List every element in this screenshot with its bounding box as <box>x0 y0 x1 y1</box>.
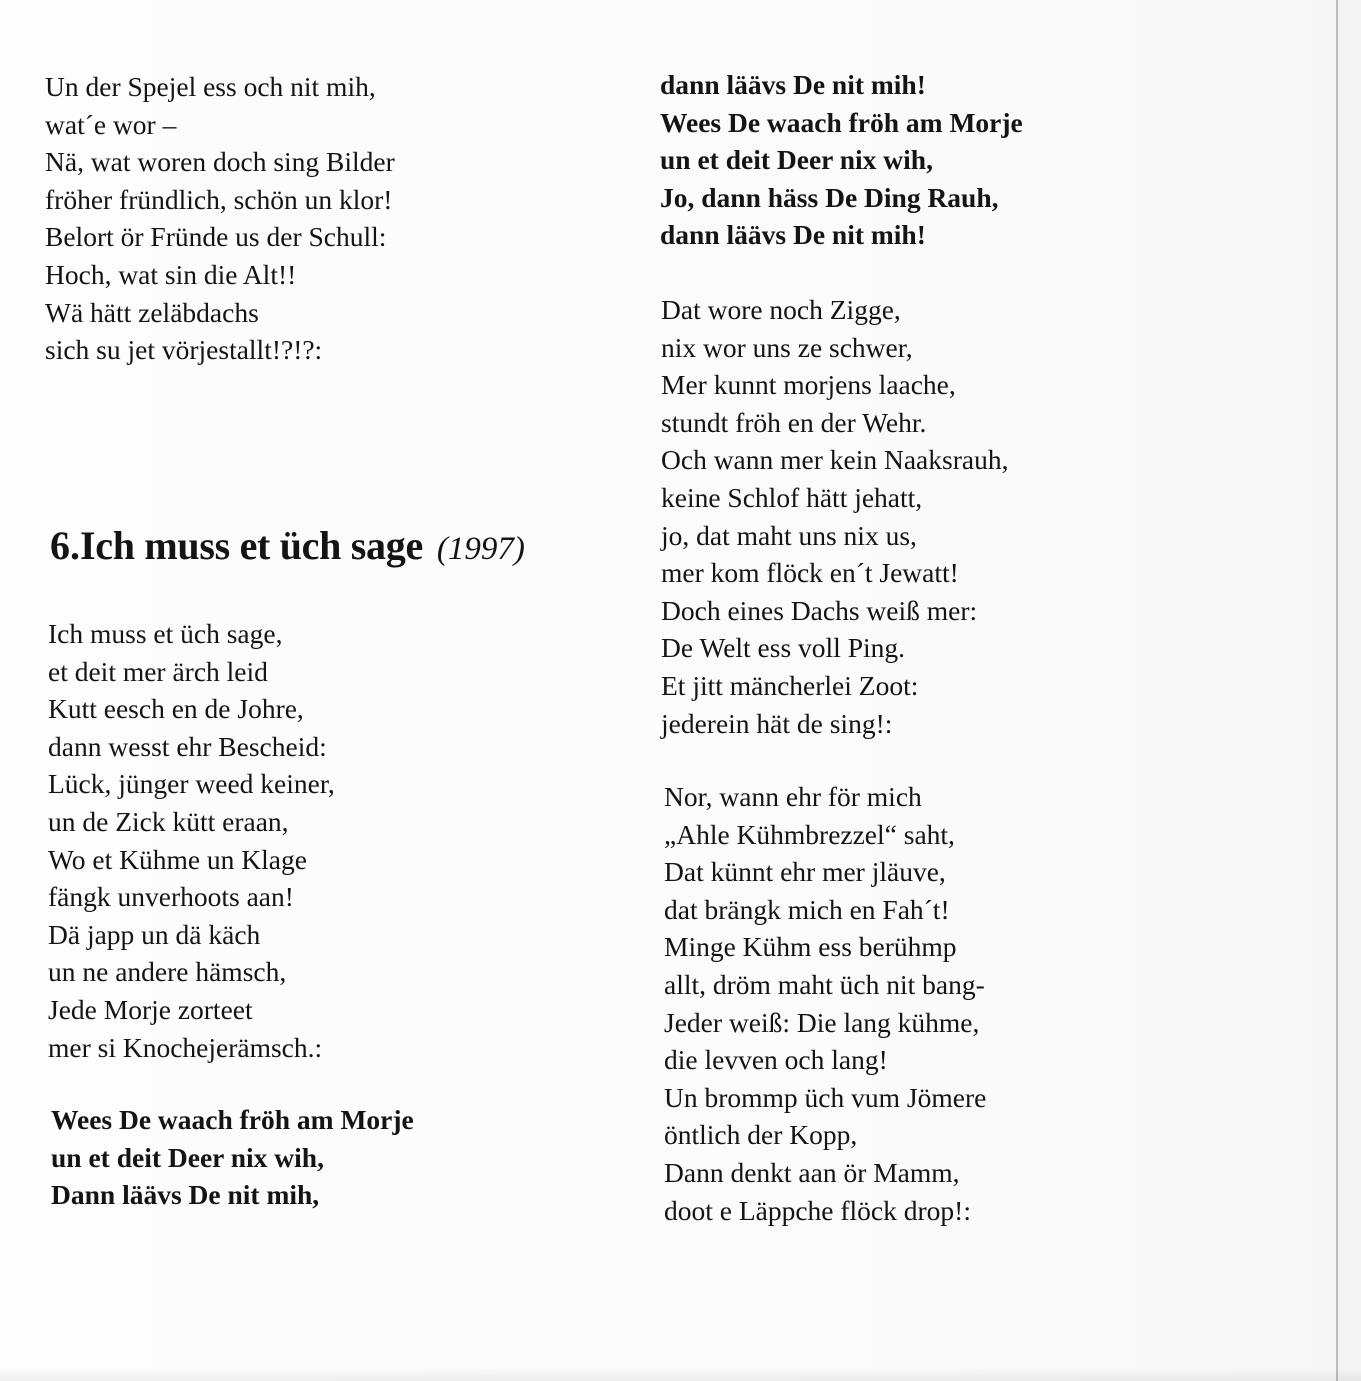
verse-line: De Welt ess voll Ping. <box>661 632 906 664</box>
verse-line: Och wann mer kein Naaksrauh, <box>661 444 1009 476</box>
verse-line: Wo et Kühme un Klage <box>48 843 307 875</box>
verse-line: Doch eines Dachs weiß mer: <box>661 594 978 626</box>
page-edge <box>1338 0 1361 1381</box>
verse-line: öntlich der Kopp, <box>664 1119 858 1151</box>
verse-line: Dat künnt ehr mer jläuve, <box>664 856 946 888</box>
verse-line: dann wesst ehr Bescheid: <box>48 730 327 762</box>
refrain-line: un et deit Deer nix wih, <box>51 1141 324 1173</box>
verse-line: dat brängk mich en Fah´t! <box>664 893 950 925</box>
verse-line: Un der Spejel ess och nit mih, <box>45 71 376 102</box>
verse-line: un de Zick kütt eraan, <box>48 805 289 837</box>
verse-line: mer kom flöck en´t Jewatt! <box>661 557 959 589</box>
verse-line: sich su jet vörjestallt!?!?: <box>45 334 323 366</box>
verse-line: Ich muss et üch sage, <box>48 618 283 649</box>
verse-line: fröher fründlich, schön un klor! <box>45 183 393 215</box>
verse-line: Lück, jünger weed keiner, <box>48 768 335 800</box>
verse-line: nix wor uns ze schwer, <box>661 331 913 363</box>
verse-line: stundt fröh en der Wehr. <box>661 406 927 438</box>
song-year: (1997) <box>436 531 525 567</box>
verse-line: un ne andere hämsch, <box>48 956 287 988</box>
verse-line: Belort ör Fründe us der Schull: <box>45 221 387 253</box>
verse-line: Wä hätt zeläbdachs <box>45 296 259 328</box>
left-refrain <box>51 1101 414 1214</box>
song-title: Ich muss et üch sage <box>80 523 423 568</box>
verse-line: fängk unverhoots aan! <box>48 881 294 913</box>
verse-line: Un brommp üch vum Jömere <box>664 1081 987 1113</box>
verse-line: jo, dat maht uns nix us, <box>661 519 917 551</box>
verse-line: Nä, wat woren doch sing Bilder <box>45 146 395 178</box>
left-stanza-1 <box>45 68 395 369</box>
verse-line: wat´e wor – <box>45 108 177 140</box>
verse-line: Dä japp un dä käch <box>48 918 261 950</box>
refrain-line: dann läävs De nit mih! <box>660 219 926 251</box>
verse-line: Mer kunnt morjens laache, <box>661 369 956 401</box>
verse-line: Hoch, wat sin die Alt!! <box>45 258 297 290</box>
verse-line: Et jitt mäncherlei Zoot: <box>661 669 919 701</box>
left-stanza-2 <box>48 615 335 1066</box>
refrain-line: Dann läävs De nit mih, <box>51 1179 320 1211</box>
verse-line: Dann denkt aan ör Mamm, <box>664 1156 960 1188</box>
verse-line: Dat wore noch Zigge, <box>661 294 901 325</box>
refrain-line: dann läävs De nit mih! <box>660 69 926 100</box>
refrain-line: un et deit Deer nix wih, <box>660 144 933 176</box>
verse-line: die levven och lang! <box>664 1044 888 1076</box>
refrain-line: Wees De waach fröh am Morje <box>51 1104 414 1135</box>
verse-line: Jeder weiß: Die lang kühme, <box>664 1006 980 1038</box>
right-refrain <box>660 66 1023 254</box>
refrain-line: Jo, dann häss De Ding Rauh, <box>660 181 999 213</box>
right-stanza-1 <box>661 291 1008 742</box>
verse-line: mer si Knochejerämsch.: <box>48 1031 323 1063</box>
song-heading <box>50 520 525 575</box>
verse-line: keine Schlof hätt jehatt, <box>661 481 923 513</box>
verse-line: allt, dröm maht üch nit bang- <box>664 968 985 1000</box>
verse-line: Jede Morje zorteet <box>48 993 253 1025</box>
verse-line: „Ahle Kühmbrezzel“ saht, <box>664 818 955 850</box>
song-number: 6. <box>50 523 80 568</box>
verse-line: jederein hät de sing!: <box>661 707 893 739</box>
right-stanza-2 <box>664 778 986 1229</box>
verse-line: doot e Läppche flöck drop!: <box>664 1194 971 1226</box>
verse-line: Minge Kühm ess berühmp <box>664 931 957 963</box>
refrain-line: Wees De waach fröh am Morje <box>660 106 1023 138</box>
verse-line: Nor, wann ehr för mich <box>664 781 922 812</box>
verse-line: et deit mer ärch leid <box>48 655 268 687</box>
verse-line: Kutt eesch en de Johre, <box>48 693 304 725</box>
scan-shadow <box>0 1368 1361 1381</box>
